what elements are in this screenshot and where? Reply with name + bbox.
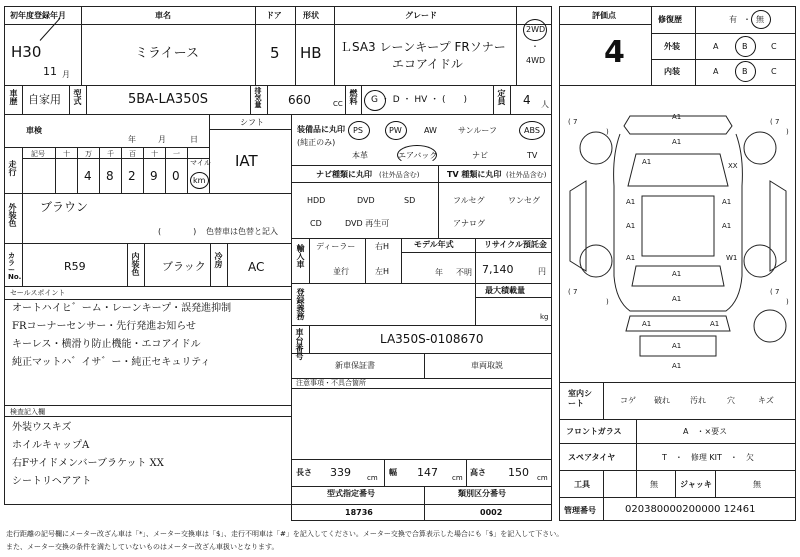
wheel-rear-right (744, 245, 776, 277)
inspector-item: 外装ウスキズ (12, 422, 72, 433)
sales-point-item: 純正マットハ゛イサ゛ー・純正セキュリティ (12, 357, 211, 368)
nav-hdd: HDD (307, 196, 326, 205)
sheet-item: キズ (758, 396, 774, 405)
doors-label: ドア (266, 11, 282, 20)
model-year-unit: 年 (435, 268, 443, 277)
mileage-label: 走行 (8, 160, 17, 176)
mileage-digit: 9 (150, 169, 158, 183)
tools-label: 工具 (574, 480, 590, 489)
length-label: 長さ (296, 468, 312, 477)
spare-tire-label: スペアタイヤ (568, 453, 616, 462)
diagram-mark: W1 (726, 254, 738, 262)
import-left: 左H (375, 267, 390, 276)
inspector-item: シートリヘアアト (12, 476, 92, 487)
grade-label: グレード (405, 11, 437, 20)
tv-analog: アナログ (453, 219, 485, 228)
diagram-mark: A1 (672, 138, 682, 146)
repair-no: 無 (756, 15, 764, 24)
sheet-item: 汚れ (690, 396, 706, 405)
interior-color-label: 内装色 (131, 252, 140, 276)
interior-color-value: ブラック (162, 260, 206, 273)
equip-ps: PS (353, 126, 363, 135)
capacity-label: 定員 (497, 89, 506, 105)
interior-grade-label: 内装 (664, 67, 680, 76)
height-value: 150 (508, 466, 529, 479)
spare-tire-value: T ・ 修理 KIT ・ 欠 (662, 453, 754, 462)
diagram-mark: A1 (642, 158, 652, 166)
equipment-label: 装備品に丸印 (297, 125, 345, 134)
grade-line-1: ＬSA3 レーンキープ FRソナー (340, 40, 506, 54)
diagram-mark: A1 (626, 198, 636, 206)
usage-value: 自家用 (28, 93, 61, 106)
equip-leather: 本革 (352, 151, 368, 160)
footer-note-2: また、メーター交換の条件を満たしていないものはメーター改ざん車扱いとなります。 (6, 543, 279, 551)
jack-label: ジャッキ (680, 480, 712, 489)
color-paren: ( ) (158, 227, 197, 236)
capacity-value: 4 (523, 93, 531, 107)
equip-airbag: エアバック (398, 151, 438, 160)
import-label: 輸入車 (296, 244, 305, 268)
model-year-label: モデル年式 (414, 240, 454, 249)
mgmt-value: 020380000200000 12461 (625, 504, 756, 515)
type-no-label: 型式指定番号 (327, 489, 375, 498)
inspection-month-unit: 月 (158, 135, 166, 144)
cc-unit: CC (333, 100, 343, 108)
wheel-rear-left (580, 245, 612, 277)
wheel-front-left (580, 132, 612, 164)
width-value: 147 (417, 466, 438, 479)
tv-header: TV 種類に丸印 (447, 170, 502, 179)
repair-label: 修復歴 (658, 15, 682, 24)
diagram-mark: XX (728, 162, 738, 170)
equip-tv: TV (527, 151, 538, 160)
bracket: ( 7 (568, 288, 578, 296)
car-name-label: 車名 (155, 11, 171, 20)
interior-grade-c: C (771, 67, 777, 76)
bracket: ( 7 (770, 288, 780, 296)
month-unit: 月 (62, 70, 70, 79)
repair-yes: 有 (729, 15, 737, 24)
score-label: 評価点 (592, 11, 616, 20)
color-change-note: 色替車は色替と記入 (206, 227, 278, 236)
chassis-number: LA350S-0108670 (380, 332, 484, 346)
model-year-unknown: 不明 (456, 268, 472, 277)
recycle-value: 7,140 (482, 263, 514, 276)
exterior-color-value: ブラウン (40, 200, 89, 214)
nav-sd: SD (404, 196, 416, 205)
windshield-value: A ・×要ス (683, 427, 728, 436)
diagram-mark: A1 (722, 198, 732, 206)
shift-value: IAT (235, 152, 258, 170)
first-reg-label: 初年度登録年月 (10, 11, 66, 20)
mgmt-label: 管理番号 (564, 506, 596, 515)
import-parallel: 並行 (333, 267, 349, 276)
kg-unit: kg (540, 313, 549, 321)
displacement-label: 排気量 (254, 87, 262, 108)
interior-grade-a: A (713, 67, 719, 76)
equip-nav: ナビ (472, 151, 488, 160)
nav-header: ナビ種類に丸印 (316, 170, 372, 179)
exterior-grade-b: B (742, 42, 748, 51)
car-name: ミライース (135, 46, 199, 61)
diagram-mark: A1 (710, 320, 720, 328)
sales-point-item: オートハイヒ゛ーム・レーンキープ・誤発進抑制 (12, 303, 232, 314)
interior-grade-b: B (742, 67, 748, 76)
shift-label: シフト (240, 118, 264, 127)
inspector-item: 右Fサイドメンバーブラケット XX (12, 458, 164, 469)
bracket: ( 7 (770, 118, 780, 126)
equip-abs: ABS (524, 126, 540, 135)
height-unit: cm (537, 474, 548, 482)
shape-label: 形状 (303, 11, 319, 20)
car-diagram (560, 86, 796, 382)
reg-label: 登録義務 (296, 288, 305, 320)
equip-aw: AW (424, 126, 437, 135)
capacity-unit: 人 (541, 100, 549, 109)
left-side-view (570, 181, 586, 271)
form-outer (4, 6, 552, 505)
chassis-label: 車台番号 (295, 328, 304, 360)
model-value: 5BA-LA350S (128, 92, 208, 107)
type-no-value: 18736 (345, 508, 373, 517)
nav-cd: CD (310, 219, 322, 228)
displacement-value: 660 (288, 93, 311, 107)
fuel-label: 燃料 (349, 89, 358, 105)
mileage-digit: 4 (84, 169, 92, 183)
usage-label: 車歴 (9, 89, 18, 105)
sales-points-label: セールスポイント (10, 289, 66, 297)
fuel-options: G ・ D ・ HV ・ ( ) (371, 95, 468, 105)
exterior-color-label: 外装色 (8, 203, 17, 227)
inspection-label: 車検 (26, 126, 42, 135)
mileage-header-3: 千 (107, 150, 114, 158)
warranty-label: 新車保証書 (335, 361, 375, 370)
exterior-grade-a: A (713, 42, 719, 51)
nav-dvd-play: DVD 再生可 (345, 219, 390, 228)
diagram-mark: A1 (626, 222, 636, 230)
bracket: ) (786, 128, 789, 136)
doors-value: 5 (270, 44, 280, 62)
max-load-label: 最大積載量 (485, 286, 525, 295)
bracket: ) (786, 298, 789, 306)
class-no-label: 類別区分番号 (458, 489, 506, 498)
shape-value: HB (300, 44, 322, 62)
windshield-label: フロントガラス (566, 427, 622, 436)
equipment-sublabel: (純正のみ) (297, 138, 336, 147)
nav-dvd: DVD (357, 196, 375, 205)
class-no-value: 0002 (480, 508, 503, 517)
roof (642, 196, 714, 256)
first-reg-month: 11 (43, 65, 57, 78)
bracket: ) (606, 128, 609, 136)
diagram-mark: A1 (722, 222, 732, 230)
length-unit: cm (367, 474, 378, 482)
sheet-item: コゲ (620, 396, 636, 405)
inspection-year-unit: 年 (128, 135, 136, 144)
diagram-mark: A1 (672, 362, 682, 370)
bracket: ( 7 (568, 118, 578, 126)
ac-label: 冷房 (214, 252, 223, 268)
inspector-item: ホイルキャップA (12, 440, 90, 451)
mileage-header-5: 十 (151, 150, 158, 158)
mileage-header-6: 一 (173, 150, 180, 158)
diagram-mark: A1 (642, 320, 652, 328)
mile-label: マイル (190, 159, 211, 167)
recycle-label: リサイクル預託金 (484, 240, 547, 249)
notes-label: 注意事項・不具合箇所 (296, 379, 366, 387)
mileage-header-4: 百 (129, 150, 136, 158)
sales-point-item: FRコーナーセンサー・先行発進お知らせ (12, 321, 196, 332)
sheet-item: 破れ (654, 396, 670, 405)
grade-line-2: エコアイドル (392, 57, 463, 71)
mileage-digit: 8 (106, 169, 114, 183)
drive-4wd: 4WD (526, 56, 546, 65)
sales-point-item: キーレス・横滑り防止機能・エコアイドル (12, 339, 201, 350)
sheet-item: 穴 (727, 396, 735, 405)
tv-note: (社外品含む) (506, 171, 547, 179)
yen-unit: 円 (538, 267, 546, 276)
color-code-label: カラーNo. (8, 252, 22, 281)
nav-note: (社外品含む) (379, 171, 420, 179)
bracket: ) (606, 298, 609, 306)
height-label: 高さ (470, 468, 486, 477)
tv-fullseg: フルセグ (453, 196, 485, 205)
mileage-digit: 2 (128, 169, 136, 183)
color-code-value: R59 (64, 260, 86, 273)
model-label: 型式 (73, 89, 82, 105)
equip-pw: PW (389, 126, 402, 135)
drive-dot: ・ (531, 42, 539, 51)
width-unit: cm (452, 474, 463, 482)
footer-note-1: 走行距離の記号欄にメーター改ざん車は「*」、メーター交換車は「$」、走行不明車は「#」を記入してください。メーター交換で合算表示した場合にも「$」を記入して下さい。 (6, 530, 564, 538)
inspector-label: 検査記入欄 (10, 408, 45, 416)
score-value: 4 (604, 35, 625, 70)
mileage-header-1: 十 (63, 150, 70, 158)
mileage-digit: 0 (172, 169, 180, 183)
exterior-grade-c: C (771, 42, 777, 51)
equip-sunroof: サンルーフ (458, 126, 497, 135)
first-reg-year: H30 (11, 43, 42, 61)
tools-value: 無 (650, 480, 658, 489)
ac-value: AC (248, 260, 265, 274)
diagram-mark: A1 (672, 342, 682, 350)
inspection-day-unit: 日 (190, 135, 198, 144)
diagram-mark: A1 (672, 270, 682, 278)
length-value: 339 (330, 466, 351, 479)
jack-value: 無 (753, 480, 761, 489)
mileage-header-2: 万 (85, 150, 92, 158)
import-dealer: ディーラー (316, 242, 356, 251)
manual-label: 車両取説 (471, 361, 503, 370)
spare-wheel (754, 310, 786, 342)
wheel-front-right (744, 132, 776, 164)
interior-sheet-label: 室内シート (568, 389, 592, 409)
right-side-view (770, 181, 786, 271)
tv-oneseg: ワンセグ (508, 196, 540, 205)
diagram-mark: A1 (672, 113, 682, 121)
drive-2wd: 2WD (526, 25, 546, 34)
diagram-mark: A1 (626, 254, 636, 262)
exterior-grade-label: 外装 (664, 42, 680, 51)
width-label: 幅 (389, 468, 397, 477)
km-label: km (193, 176, 206, 185)
mileage-header-0: 記号 (31, 150, 45, 158)
import-right: 右H (375, 242, 390, 251)
diagram-mark: A1 (672, 295, 682, 303)
